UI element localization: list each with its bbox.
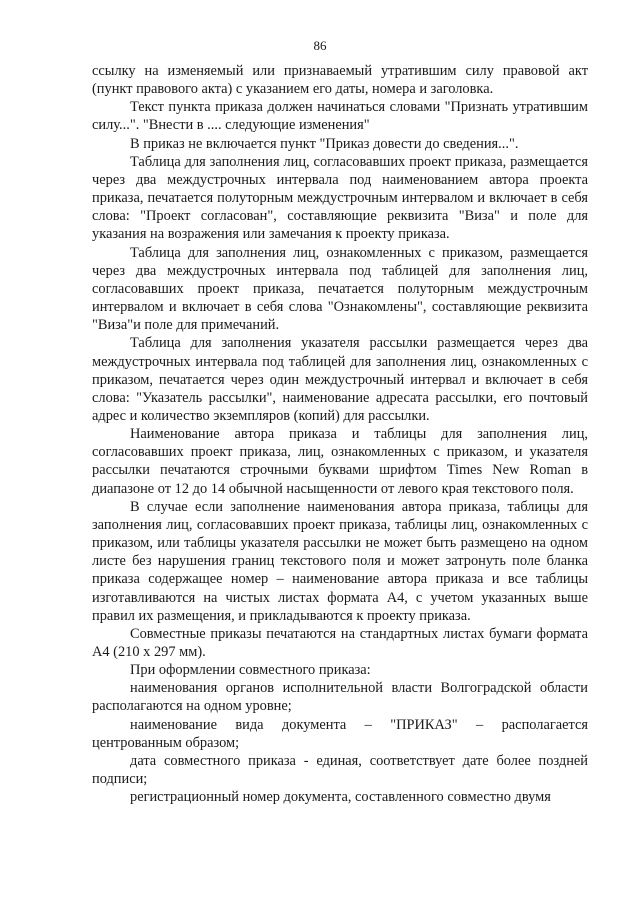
document-body bbox=[92, 62, 588, 806]
paragraph: наименование вида документа – "ПРИКАЗ" – располагается центрованным образом; bbox=[92, 716, 588, 751]
paragraph: При оформлении совместного приказа: bbox=[130, 662, 371, 679]
paragraph: Наименование автора приказа и таблицы для заполнения лиц, согласовавших проект приказа, лиц, ознакомленных с приказом, и указателя рассылки печатаются строчными буквами шрифтом Times New Roman в диапазоне от 12 до 14 обычной насыщенности от левого края текстового поля. bbox=[92, 426, 588, 497]
page-number: 86 bbox=[313, 38, 327, 53]
paragraph: Текст пункта приказа должен начинаться словами "Признать утратившим силу...". "Внести в .... следующие изменения" bbox=[92, 99, 588, 134]
paragraph: регистрационный номер документа, составленного совместно двумя bbox=[130, 789, 551, 806]
paragraph: наименования органов исполнительной власти Волгоградской области располагаются на одном уровне; bbox=[92, 680, 588, 715]
paragraph: Таблица для заполнения лиц, ознакомленных с приказом, размещается через два междустрочных интервала под таблицей для заполнения лиц, согласовавших проект приказа, печатается полуторным междустрочным интервалом и включает в себя слова "Ознакомлены", составляющие реквизита "Виза"и поле для примечаний. bbox=[92, 244, 588, 334]
paragraph: ссылку на изменяемый или признаваемый утратившим силу правовой акт (пункт правового акта) с указанием его даты, номера и заголовка. bbox=[92, 63, 588, 98]
paragraph: дата совместного приказа - единая, соответствует дате более поздней подписи; bbox=[92, 752, 588, 788]
paragraph: Таблица для заполнения указателя рассылки размещается через два междустрочных интервала под таблицей для заполнения лиц, ознакомленных с приказом, печатается через один междустрочный интервал и включает в себя слова: "Указатель рассылки", наименование адресата рассылки, его почтовый адрес и количество экземпляров (копий) для рассылки. bbox=[92, 335, 588, 424]
paragraph: В приказ не включается пункт "Приказ довести до сведения...". bbox=[130, 135, 519, 152]
paragraph: Таблица для заполнения лиц, согласовавших проект приказа, размещается через два междустрочных интервала под наименованием автора проекта приказа, печатается полуторным междустрочным интервалом и включает в себя слова: "Проект согласован", составляющие реквизита "Виза" и поле для указания на возражения или замечания к проекту приказа. bbox=[92, 153, 588, 243]
paragraph: Совместные приказы печатаются на стандартных листах бумаги формата А4 (210 х 297 мм). bbox=[92, 625, 588, 660]
paragraph: В случае если заполнение наименования автора приказа, таблицы для заполнения лиц, согласовавших проект приказа, таблицы лиц, ознакомленных с приказом, или таблицы указателя рассылки не может быть размещено на одном листе без нарушения границ текстового поля и может затронуть поле бланка приказа содержащее номер – наименование автора приказа и все таблицы изготавливаются на чистых листах формата А4, с учетом указанных выше правил их размещения, и прикладываются к проекту приказа. bbox=[92, 498, 588, 624]
